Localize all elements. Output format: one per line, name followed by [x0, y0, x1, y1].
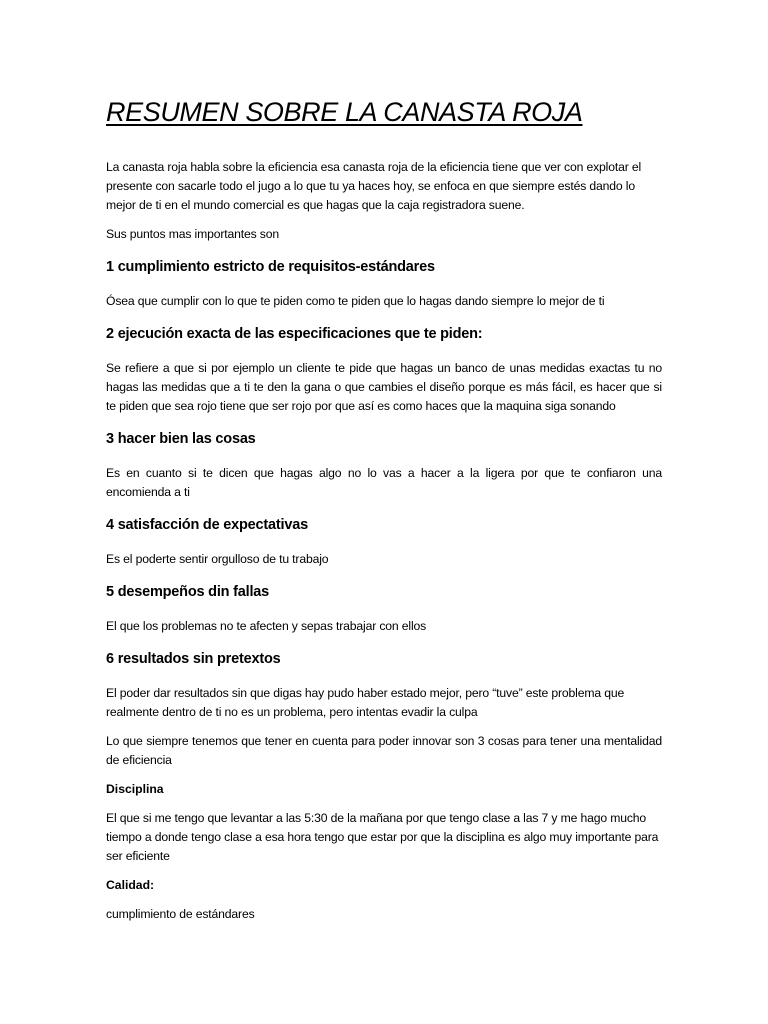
- points-intro: Sus puntos mas importantes son: [106, 227, 279, 242]
- document-title: RESUMEN SOBRE LA CANASTA ROJA: [106, 97, 583, 127]
- point-heading-4: 4 satisfacción de expectativas: [106, 517, 308, 534]
- point-heading-1: 1 cumplimiento estricto de requisitos-estándares: [106, 259, 435, 276]
- point-heading-5: 5 desempeños din fallas: [106, 584, 270, 601]
- point-body-3: Es en cuanto si te dicen que hagas algo no lo vas a hacer a la ligera por que te confiaron una encomienda a ti: [106, 466, 662, 500]
- point-heading-2: 2 ejecución exacta de las especificaciones que te piden:: [106, 326, 483, 343]
- point-heading-3: 3 hacer bien las cosas: [106, 431, 256, 448]
- quality-paragraph: cumplimiento de estándares: [106, 907, 255, 922]
- discipline-label: Disciplina: [106, 782, 164, 797]
- point-heading-6: 6 resultados sin pretextos: [106, 651, 281, 668]
- point-body-5: El que los problemas no te afecten y sepas trabajar con ellos: [106, 619, 427, 634]
- discipline-paragraph: El que si me tengo que levantar a las 5:30 de la mañana por que tengo clase a las 7 y me hago mucho tiempo a donde tengo clase a esa hora tengo que estar por que la disciplina es algo muy importante para ser eficiente: [106, 811, 659, 864]
- quality-label: Calidad:: [106, 878, 155, 893]
- point-body-2: Se refiere a que si por ejemplo un cliente te pide que hagas un banco de unas medidas exactas tu no hagas las medidas que a ti te den la gana o que cambies el diseño porque es más fácil, es hacer que si te piden que sea rojo tiene que ser rojo por que así es como haces que la maquina siga sonando: [106, 361, 662, 414]
- innovation-paragraph: Lo que siempre tenemos que tener en cuenta para poder innovar son 3 cosas para tener una mentalidad de eficiencia: [106, 734, 662, 768]
- intro-paragraph: La canasta roja habla sobre la eficiencia esa canasta roja de la eficiencia tiene que ver con explotar el presente con sacarle todo el jugo a lo que tu ya haces hoy, se enfoca en que siempre estés dando lo mejor de ti en el mundo comercial es que hagas que la caja registradora suene.: [106, 160, 642, 213]
- point-body-1: Ósea que cumplir con lo que te piden como te piden que lo hagas dando siempre lo mejor de ti: [106, 294, 605, 309]
- point-body-6: El poder dar resultados sin que digas hay pudo haber estado mejor, pero “tuve” este problema que realmente dentro de ti no es un problema, pero intentas evadir la culpa: [106, 686, 625, 720]
- point-body-4: Es el poderte sentir orgulloso de tu trabajo: [106, 552, 329, 567]
